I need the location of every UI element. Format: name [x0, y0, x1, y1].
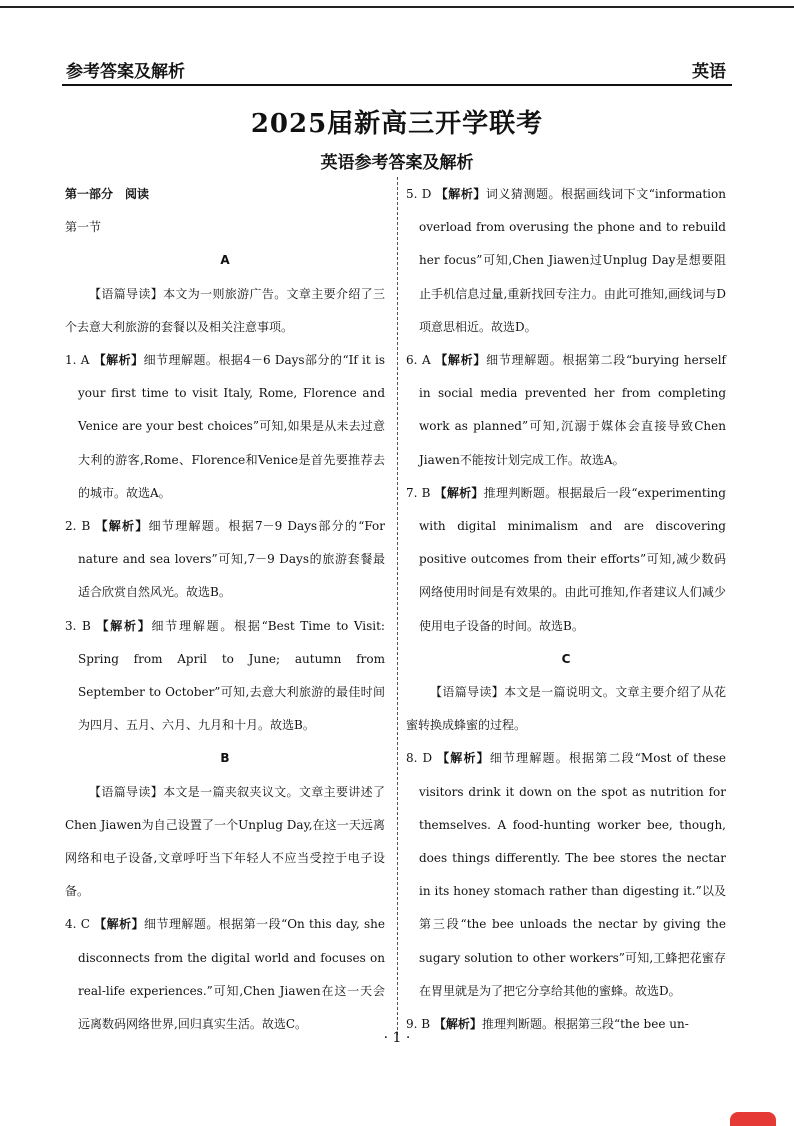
passage-a-heading: A [220, 253, 230, 268]
page-title: 2025届新高三开学联考 [250, 109, 544, 139]
q4-number: 4. C [65, 917, 90, 932]
q5-tag: 【解析】 [435, 187, 486, 201]
right-column [406, 178, 726, 1041]
q3-number: 3. B [65, 618, 91, 633]
q8-tag: 【解析】 [437, 751, 490, 766]
q2-explanation: 细节理解题。根据7－9 Days部分的“For nature and sea lovers”可知,7－9 Days的旅游套餐最适合欣赏自然风光。故选B。 [78, 519, 385, 600]
answer-q4 [65, 908, 385, 1041]
header-rule [62, 84, 732, 86]
part-heading: 第一部分 阅读 [65, 187, 150, 201]
corner-tab-mark [730, 1112, 776, 1126]
passage-b-heading: B [220, 751, 230, 766]
q3-tag: 【解析】 [96, 618, 152, 633]
q4-explanation: 细节理解题。根据第一段“On this day, she disconnects from the digital world and focuses on real-life experiences.”可知,Chen Jiawen在这一天会远离数码网络世界,回归真实生活。故选C。 [78, 917, 385, 1032]
answer-q6 [406, 344, 726, 477]
passage-a-intro: 【语篇导读】本文为一则旅游广告。文章主要介绍了三个去意大利旅游的套餐以及相关注意事项。 [65, 286, 385, 334]
q9-tag: 【解析】 [433, 1017, 482, 1032]
q4-tag: 【解析】 [94, 917, 145, 932]
q9-explanation: 推理判断题。根据第三段“the bee un- [481, 1017, 689, 1032]
answer-q2 [65, 510, 385, 610]
answer-q8 [406, 742, 726, 1008]
answer-q7 [406, 477, 726, 643]
q2-number: 2. B [65, 519, 91, 534]
passage-c-heading: C [561, 651, 571, 666]
q7-explanation: 推理判断题。根据最后一段“experimenting with digital minimalism and are discovering positive outcomes from their efforts”可知,减少数码网络使用时间是有效果的。由此可推知,作者建议人们减少使用电子设备的时间。故选B。 [419, 485, 726, 633]
section-heading: 第一节 [65, 220, 102, 235]
q6-explanation: 细节理解题。根据第二段“burying herself in social media prevented her from completing work as planned”可知,沉溺于媒体会直接导致Chen Jiawen不能按计划完成工作。故选A。 [419, 353, 726, 467]
answer-q1 [65, 344, 385, 510]
q5-explanation: 词义猜测题。根据画线词下文“information overload from overusing the phone and to rebuild her focus”可知,Chen Jiawen过Unplug Day是想要阻止手机信息过量,重新找回专注力。由此可推知,画线词与D项意思相近。故选D。 [419, 187, 726, 334]
q5-number: 5. D [406, 187, 432, 201]
q9-number: 9. B [406, 1017, 431, 1032]
left-column [65, 178, 385, 1041]
passage-b-intro: 【语篇导读】本文是一篇夹叙夹议文。文章主要讲述了Chen Jiawen为自己设置了一个Unplug Day,在这一天远离网络和电子设备,文章呼吁当下年轻人不应当受控于电子设备。 [65, 784, 385, 899]
q1-explanation: 细节理解题。根据4－6 Days部分的“If it is your first time to visit Italy, Rome, Florence and Venice are your best choices”可知,如果是从未去过意大利的游客,Rome、Florence和Venice是首先要推荐去的城市。故选A。 [78, 353, 385, 500]
q2-tag: 【解析】 [95, 519, 149, 534]
header-subject-label: 英语 [692, 62, 726, 82]
top-rule [0, 6, 794, 8]
q8-number: 8. D [406, 751, 433, 766]
passage-c-intro: 【语篇导读】本文是一篇说明文。文章主要介绍了从花蜜转换成蜂蜜的过程。 [406, 685, 726, 733]
header-answer-label: 参考答案及解析 [66, 62, 185, 82]
q7-tag: 【解析】 [434, 485, 484, 500]
answer-q5 [406, 178, 726, 344]
q6-tag: 【解析】 [435, 353, 487, 368]
page-subtitle: 英语参考答案及解析 [320, 153, 474, 173]
page-number: · 1 · [383, 1030, 411, 1046]
q1-number: 1. A [65, 353, 90, 368]
q3-explanation: 细节理解题。根据“Best Time to Visit: Spring from April to June; autumn from September to October”可知,去意大利旅游的最佳时间为四月、五月、六月、九月和十月。故选B。 [78, 618, 385, 733]
column-divider [397, 177, 398, 1035]
q6-number: 6. A [406, 353, 431, 368]
answer-q3 [65, 610, 385, 743]
q8-explanation: 细节理解题。根据第二段“Most of these visitors drink it down on the spot as nutrition for themselves. A food-hunting worker bee, though, does things differently. The bee stores the nectar in its honey stomach rather than digesting it.”以及第三段“the bee unloads the nectar by giving the sugary solution to other workers”可知,工蜂把花蜜存在胃里就是为了把它分享给其他的蜜蜂。故选D。 [419, 751, 726, 998]
q1-tag: 【解析】 [93, 353, 144, 368]
q7-number: 7. B [406, 485, 431, 500]
